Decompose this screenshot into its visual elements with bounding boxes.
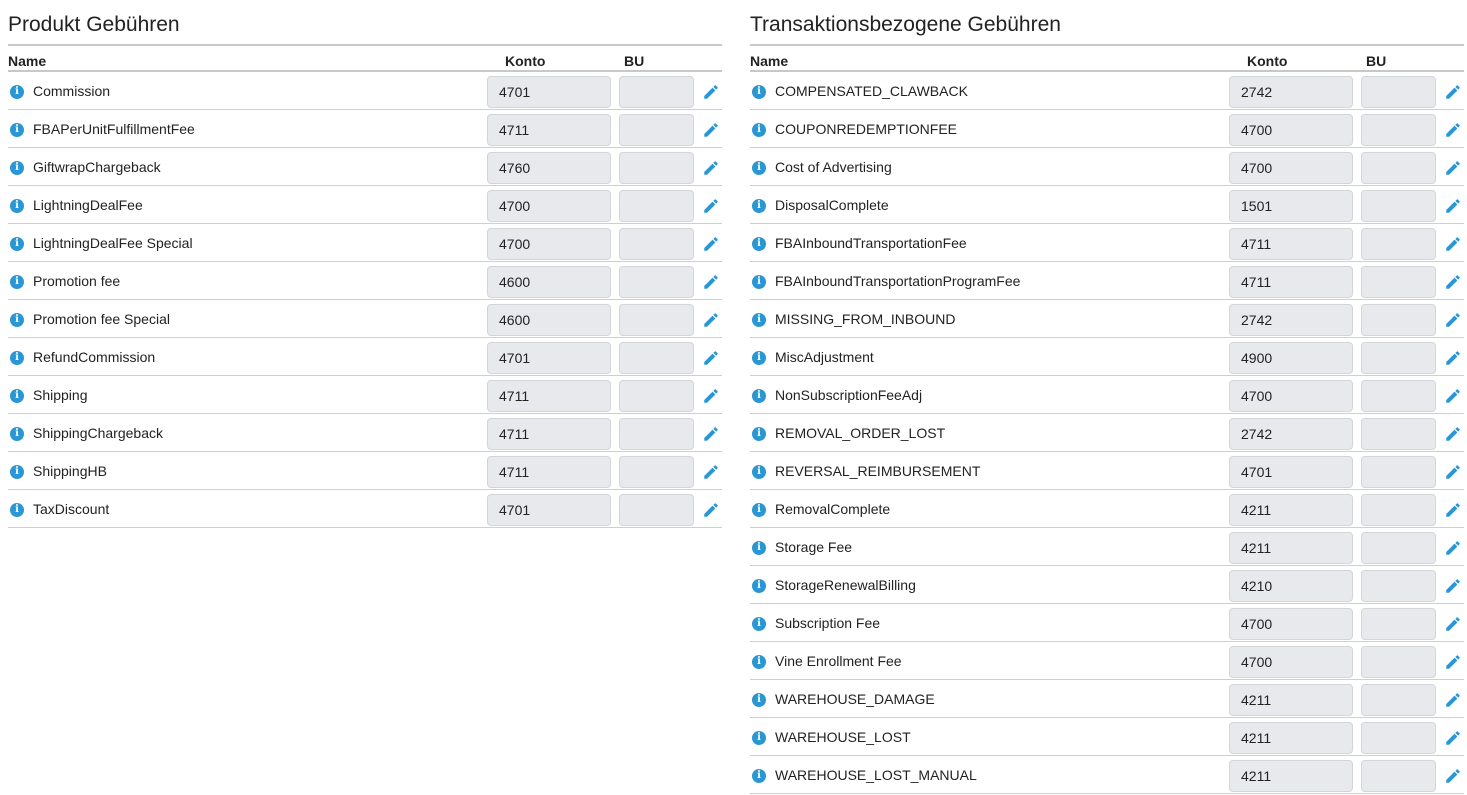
pencil-icon[interactable] bbox=[702, 311, 720, 329]
table-row bbox=[8, 300, 722, 338]
fee-name: RefundCommission bbox=[33, 349, 156, 365]
fee-name: LightningDealFee bbox=[33, 197, 143, 213]
table-row bbox=[8, 414, 722, 452]
pencil-icon[interactable] bbox=[702, 235, 720, 253]
table-row bbox=[750, 262, 1464, 300]
konto-field[interactable]: 4711 bbox=[1229, 266, 1353, 298]
pencil-icon[interactable] bbox=[1444, 273, 1462, 291]
konto-field[interactable]: 4711 bbox=[487, 114, 611, 146]
fee-name: Storage Fee bbox=[775, 539, 853, 555]
pencil-icon[interactable] bbox=[702, 387, 720, 405]
table-row bbox=[750, 338, 1464, 376]
fee-name: LightningDealFee Special bbox=[33, 235, 193, 251]
table-row bbox=[8, 148, 722, 186]
konto-field[interactable]: 4210 bbox=[1229, 570, 1353, 602]
info-icon[interactable]: i bbox=[752, 275, 766, 289]
info-icon[interactable]: i bbox=[752, 351, 766, 365]
konto-field[interactable]: 4211 bbox=[1229, 494, 1353, 526]
fee-name: NonSubscriptionFeeAdj bbox=[775, 387, 923, 403]
table-row bbox=[8, 376, 722, 414]
pencil-icon[interactable] bbox=[1444, 121, 1462, 139]
bu-field[interactable] bbox=[619, 380, 694, 412]
bu-field[interactable] bbox=[1361, 190, 1436, 222]
bu-field[interactable] bbox=[619, 304, 694, 336]
table-row bbox=[750, 186, 1464, 224]
pencil-icon[interactable] bbox=[702, 501, 720, 519]
bu-field[interactable] bbox=[1361, 304, 1436, 336]
konto-field[interactable]: 4211 bbox=[1229, 684, 1353, 716]
bu-field[interactable] bbox=[619, 228, 694, 260]
bu-field[interactable] bbox=[1361, 456, 1436, 488]
table-row bbox=[8, 452, 722, 490]
pencil-icon[interactable] bbox=[1444, 425, 1462, 443]
produkt-gebuehren-panel bbox=[8, 0, 722, 528]
transaktionsbezogene-gebuehren-panel bbox=[750, 0, 1464, 794]
konto-field[interactable]: 4900 bbox=[1229, 342, 1353, 374]
pencil-icon[interactable] bbox=[702, 273, 720, 291]
column-header-name: Name bbox=[750, 53, 789, 69]
info-icon[interactable]: i bbox=[752, 237, 766, 251]
fee-name: StorageRenewalBilling bbox=[775, 577, 916, 593]
fee-name: MiscAdjustment bbox=[775, 349, 874, 365]
fee-name: FBAInboundTransportationProgramFee bbox=[775, 273, 1021, 289]
bu-field[interactable] bbox=[1361, 646, 1436, 678]
info-icon[interactable]: i bbox=[10, 351, 24, 365]
table-row bbox=[750, 642, 1464, 680]
table-row bbox=[750, 224, 1464, 262]
bu-field[interactable] bbox=[1361, 114, 1436, 146]
bu-field[interactable] bbox=[619, 114, 694, 146]
column-header-konto: Konto bbox=[505, 53, 546, 69]
table-row bbox=[8, 110, 722, 148]
info-icon[interactable]: i bbox=[752, 427, 766, 441]
bu-field[interactable] bbox=[1361, 532, 1436, 564]
pencil-icon[interactable] bbox=[1444, 311, 1462, 329]
fee-name: ShippingChargeback bbox=[33, 425, 163, 441]
info-icon[interactable]: i bbox=[10, 313, 24, 327]
bu-field[interactable] bbox=[619, 342, 694, 374]
table-row bbox=[8, 338, 722, 376]
table-row bbox=[8, 186, 722, 224]
info-icon[interactable]: i bbox=[752, 541, 766, 555]
konto-field[interactable]: 4701 bbox=[487, 494, 611, 526]
bu-field[interactable] bbox=[1361, 494, 1436, 526]
table-row bbox=[750, 452, 1464, 490]
table-row bbox=[750, 604, 1464, 642]
pencil-icon[interactable] bbox=[1444, 463, 1462, 481]
konto-field[interactable]: 4700 bbox=[1229, 646, 1353, 678]
info-icon[interactable]: i bbox=[10, 123, 24, 137]
table-row bbox=[750, 376, 1464, 414]
konto-field[interactable]: 4700 bbox=[1229, 152, 1353, 184]
table-row bbox=[750, 490, 1464, 528]
fee-name: COUPONREDEMPTIONFEE bbox=[775, 121, 958, 137]
fee-name: GiftwrapChargeback bbox=[33, 159, 161, 175]
bu-field[interactable] bbox=[619, 418, 694, 450]
table-row bbox=[750, 110, 1464, 148]
pencil-icon[interactable] bbox=[702, 83, 720, 101]
info-icon[interactable]: i bbox=[752, 731, 766, 745]
fee-name: TaxDiscount bbox=[33, 501, 110, 517]
info-icon[interactable]: i bbox=[752, 199, 766, 213]
konto-field[interactable]: 2742 bbox=[1229, 418, 1353, 450]
info-icon[interactable]: i bbox=[10, 503, 24, 517]
table-header bbox=[8, 46, 722, 72]
table-header bbox=[750, 46, 1464, 72]
pencil-icon[interactable] bbox=[1444, 539, 1462, 557]
bu-field[interactable] bbox=[619, 152, 694, 184]
konto-field[interactable]: 4760 bbox=[487, 152, 611, 184]
pencil-icon[interactable] bbox=[702, 159, 720, 177]
table-row bbox=[8, 72, 722, 110]
panel-title: Produkt Gebühren bbox=[8, 0, 722, 46]
info-icon[interactable]: i bbox=[10, 161, 24, 175]
pencil-icon[interactable] bbox=[1444, 767, 1462, 785]
fee-name: Subscription Fee bbox=[775, 615, 881, 631]
info-icon[interactable]: i bbox=[752, 389, 766, 403]
table-row bbox=[8, 262, 722, 300]
table-row bbox=[750, 72, 1464, 110]
info-icon[interactable]: i bbox=[752, 85, 766, 99]
pencil-icon[interactable] bbox=[1444, 83, 1462, 101]
fee-name: WAREHOUSE_LOST bbox=[775, 729, 911, 745]
info-icon[interactable]: i bbox=[10, 465, 24, 479]
table-row bbox=[750, 414, 1464, 452]
pencil-icon[interactable] bbox=[1444, 387, 1462, 405]
fee-name: REMOVAL_ORDER_LOST bbox=[775, 425, 946, 441]
column-header-bu: BU bbox=[624, 53, 645, 69]
fee-name: COMPENSATED_CLAWBACK bbox=[775, 83, 968, 99]
fee-name: DisposalComplete bbox=[775, 197, 889, 213]
info-icon[interactable]: i bbox=[752, 579, 766, 593]
bu-field[interactable] bbox=[1361, 722, 1436, 754]
bu-field[interactable] bbox=[619, 266, 694, 298]
fee-name: Cost of Advertising bbox=[775, 159, 892, 175]
fee-name: Promotion fee bbox=[33, 273, 121, 289]
konto-field[interactable]: 4700 bbox=[487, 190, 611, 222]
fee-name: MISSING_FROM_INBOUND bbox=[775, 311, 956, 327]
fee-name: WAREHOUSE_DAMAGE bbox=[775, 691, 935, 707]
bu-field[interactable] bbox=[1361, 684, 1436, 716]
konto-field[interactable]: 2742 bbox=[1229, 76, 1353, 108]
pencil-icon[interactable] bbox=[1444, 159, 1462, 177]
konto-field[interactable]: 4701 bbox=[487, 76, 611, 108]
info-icon[interactable]: i bbox=[752, 313, 766, 327]
info-icon[interactable]: i bbox=[752, 161, 766, 175]
konto-field[interactable]: 4711 bbox=[1229, 228, 1353, 260]
bu-field[interactable] bbox=[1361, 228, 1436, 260]
info-icon[interactable]: i bbox=[752, 465, 766, 479]
fee-name: WAREHOUSE_LOST_MANUAL bbox=[775, 767, 977, 783]
table-row bbox=[750, 300, 1464, 338]
bu-field[interactable] bbox=[1361, 380, 1436, 412]
info-icon[interactable]: i bbox=[752, 769, 766, 783]
pencil-icon[interactable] bbox=[702, 425, 720, 443]
info-icon[interactable]: i bbox=[10, 275, 24, 289]
konto-field[interactable]: 4211 bbox=[1229, 722, 1353, 754]
fee-name: Vine Enrollment Fee bbox=[775, 653, 902, 669]
bu-field[interactable] bbox=[1361, 152, 1436, 184]
konto-field[interactable]: 4700 bbox=[487, 228, 611, 260]
konto-field[interactable]: 4700 bbox=[1229, 380, 1353, 412]
pencil-icon[interactable] bbox=[1444, 197, 1462, 215]
info-icon[interactable]: i bbox=[752, 655, 766, 669]
table-row bbox=[8, 224, 722, 262]
panel-title: Transaktionsbezogene Gebühren bbox=[750, 0, 1464, 46]
konto-field[interactable]: 4211 bbox=[1229, 760, 1353, 792]
pencil-icon[interactable] bbox=[1444, 729, 1462, 747]
konto-field[interactable]: 2742 bbox=[1229, 304, 1353, 336]
fee-name: Promotion fee Special bbox=[33, 311, 170, 327]
info-icon[interactable]: i bbox=[752, 123, 766, 137]
bu-field[interactable] bbox=[619, 76, 694, 108]
konto-field[interactable]: 4701 bbox=[1229, 456, 1353, 488]
pencil-icon[interactable] bbox=[702, 349, 720, 367]
pencil-icon[interactable] bbox=[1444, 235, 1462, 253]
fee-name: Commission bbox=[33, 83, 111, 99]
column-header-bu: BU bbox=[1366, 53, 1387, 69]
fee-list bbox=[750, 72, 1464, 794]
fee-name: ShippingHB bbox=[33, 463, 107, 479]
bu-field[interactable] bbox=[619, 456, 694, 488]
table-row bbox=[750, 680, 1464, 718]
info-icon[interactable]: i bbox=[10, 427, 24, 441]
bu-field[interactable] bbox=[1361, 342, 1436, 374]
bu-field[interactable] bbox=[1361, 608, 1436, 640]
bu-field[interactable] bbox=[619, 190, 694, 222]
pencil-icon[interactable] bbox=[1444, 501, 1462, 519]
pencil-icon[interactable] bbox=[1444, 577, 1462, 595]
konto-field[interactable]: 4600 bbox=[487, 304, 611, 336]
bu-field[interactable] bbox=[1361, 760, 1436, 792]
column-header-name: Name bbox=[8, 53, 47, 69]
info-icon[interactable]: i bbox=[10, 199, 24, 213]
info-icon[interactable]: i bbox=[752, 617, 766, 631]
table-row bbox=[750, 756, 1464, 794]
pencil-icon[interactable] bbox=[702, 197, 720, 215]
pencil-icon[interactable] bbox=[1444, 349, 1462, 367]
fee-name: Shipping bbox=[33, 387, 88, 403]
bu-field[interactable] bbox=[1361, 570, 1436, 602]
table-row bbox=[750, 148, 1464, 186]
info-icon[interactable]: i bbox=[752, 503, 766, 517]
pencil-icon[interactable] bbox=[702, 121, 720, 139]
fee-name: RemovalComplete bbox=[775, 501, 891, 517]
konto-field[interactable]: 4211 bbox=[1229, 532, 1353, 564]
fee-name: FBAInboundTransportationFee bbox=[775, 235, 967, 251]
info-icon[interactable]: i bbox=[10, 85, 24, 99]
konto-field[interactable]: 1501 bbox=[1229, 190, 1353, 222]
pencil-icon[interactable] bbox=[1444, 691, 1462, 709]
konto-field[interactable]: 4700 bbox=[1229, 608, 1353, 640]
table-row bbox=[750, 566, 1464, 604]
info-icon[interactable]: i bbox=[10, 389, 24, 403]
bu-field[interactable] bbox=[1361, 418, 1436, 450]
info-icon[interactable]: i bbox=[10, 237, 24, 251]
fee-list bbox=[8, 72, 722, 528]
pencil-icon[interactable] bbox=[1444, 653, 1462, 671]
bu-field[interactable] bbox=[1361, 266, 1436, 298]
table-row bbox=[8, 490, 722, 528]
pencil-icon[interactable] bbox=[1444, 615, 1462, 633]
table-row bbox=[750, 718, 1464, 756]
konto-field[interactable]: 4701 bbox=[487, 342, 611, 374]
konto-field[interactable]: 4700 bbox=[1229, 114, 1353, 146]
konto-field[interactable]: 4711 bbox=[487, 418, 611, 450]
fee-name: REVERSAL_REIMBURSEMENT bbox=[775, 463, 981, 479]
info-icon[interactable]: i bbox=[752, 693, 766, 707]
bu-field[interactable] bbox=[619, 494, 694, 526]
konto-field[interactable]: 4600 bbox=[487, 266, 611, 298]
table-row bbox=[750, 528, 1464, 566]
pencil-icon[interactable] bbox=[702, 463, 720, 481]
fee-name: FBAPerUnitFulfillmentFee bbox=[33, 121, 195, 137]
konto-field[interactable]: 4711 bbox=[487, 456, 611, 488]
konto-field[interactable]: 4711 bbox=[487, 380, 611, 412]
bu-field[interactable] bbox=[1361, 76, 1436, 108]
column-header-konto: Konto bbox=[1247, 53, 1288, 69]
